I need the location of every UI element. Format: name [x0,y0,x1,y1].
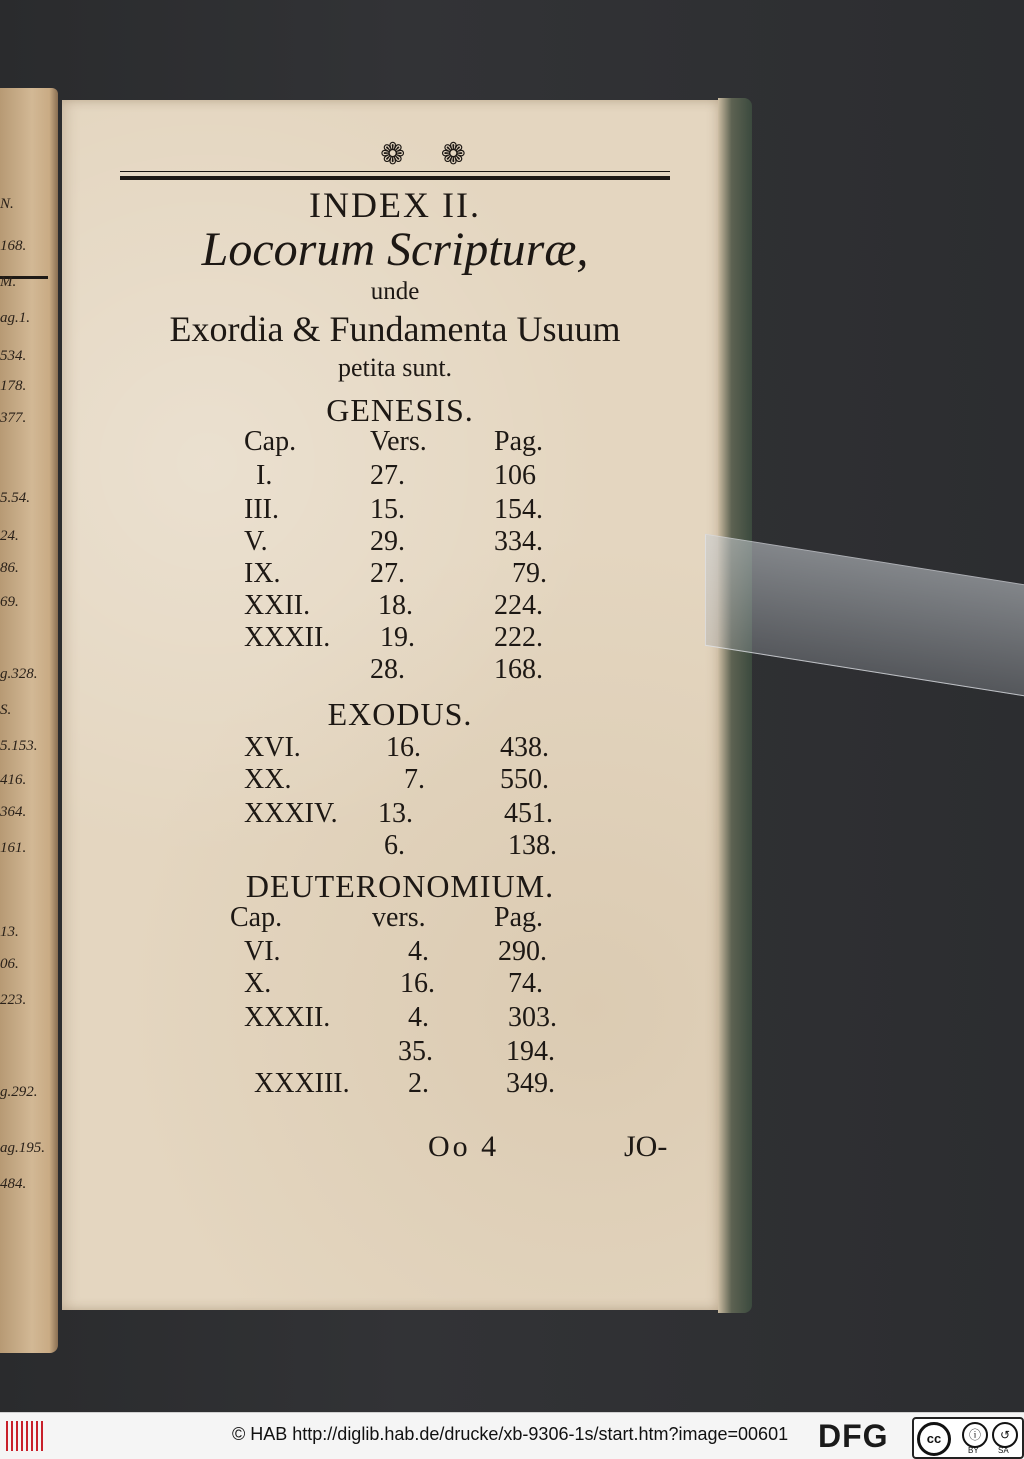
genesis-row-6-pag: 222. [494,622,543,653]
share-alike-icon: ↺ [992,1422,1018,1448]
deuteronomium-row-3-pag: 303. [508,1002,557,1033]
previous-page-fragment: 484. [0,1176,27,1192]
genesis-row-2-vers: 15. [370,494,405,525]
genesis-row-6-vers: 19. [380,622,415,653]
source-link[interactable]: © HAB http://diglib.hab.de/drucke/xb-9306-1s/start.htm?image=00601 [232,1424,789,1444]
deuteronomium-row-2-pag: 74. [508,968,543,999]
header-rule [120,176,670,180]
deuteronomium-row-1-cap: VI. [244,936,281,967]
previous-page-fragment: 377. [0,410,27,426]
exodus-row-1-cap: XVI. [244,732,301,763]
genesis-row-7-pag: 168. [494,654,543,685]
previous-page-fragment: 69. [0,594,19,610]
genesis-row-5-vers: 18. [378,590,413,621]
deuteronomium-row-5-vers: 2. [408,1068,429,1099]
index-subheading: Locorum Scripturæ, [201,223,589,276]
column-header-pag: Pag. [494,426,543,457]
previous-page-fragment: M. [0,274,17,290]
section-title-exodus: EXODUS. [327,696,473,732]
exodus-row-1-pag: 438. [500,732,549,763]
index-line-exordia: Exordia & Fundamenta Usuum [169,309,621,349]
exodus-row-1-vers: 16. [386,732,421,763]
license-by-label: BY [968,1446,979,1455]
column-header-vers: Vers. [370,426,427,457]
deuteronomium-row-3-cap: XXXII. [244,1002,331,1033]
previous-page-fragment: 86. [0,560,19,576]
cc-license-icon[interactable] [912,1417,1024,1459]
exodus-row-4-pag: 138. [508,830,557,861]
genesis-row-1-vers: 27. [370,460,405,491]
deuteronomium-row-5-pag: 349. [506,1068,555,1099]
deuteronomium-row-1-vers: 4. [408,936,429,967]
deuteronomium-row-2-cap: X. [244,968,272,999]
license-sa-label: SA [998,1446,1009,1455]
exodus-row-2-cap: XX. [244,764,292,795]
attribution-icon: ⓘ [962,1422,988,1448]
previous-page-fragment: N. [0,196,14,212]
genesis-row-4-vers: 27. [370,558,405,589]
previous-page-fragment: ag.195. [0,1140,45,1156]
previous-page-fragment: ag.1. [0,310,30,326]
column-header-cap: Cap. [244,426,297,457]
genesis-row-3-pag: 334. [494,526,543,557]
genesis-row-4-pag: 79. [512,558,547,589]
previous-page-fragment: 161. [0,840,27,856]
signature-mark: Oo 4 [428,1130,500,1163]
genesis-row-2-cap: III. [244,494,279,525]
genesis-row-5-pag: 224. [494,590,543,621]
genesis-row-3-vers: 29. [370,526,405,557]
previous-page-fragment: 24. [0,528,19,544]
column-header-pag: Pag. [494,902,543,933]
previous-page-fragment: 364. [0,804,27,820]
exodus-row-2-vers: 7. [404,764,425,795]
column-header-vers: vers. [372,902,426,933]
deuteronomium-row-2-vers: 16. [400,968,435,999]
genesis-row-4-cap: IX. [244,558,281,589]
genesis-row-3-cap: V. [244,526,268,557]
deuteronomium-row-4-vers: 35. [398,1036,433,1067]
dfg-logo: DFG [818,1418,889,1454]
index-line-petita: petita sunt. [337,353,453,382]
header-rule-thin [120,171,670,172]
previous-page-fragment: 06. [0,956,19,972]
previous-page-fragment: 168. [0,238,27,254]
cc-logo: cc [917,1422,951,1456]
genesis-row-1-cap: I. [256,460,273,491]
previous-page-fragment: g.292. [0,1084,38,1100]
section-title-deuteronomium: DEUTERONOMIUM. [245,868,555,904]
genesis-row-7-vers: 28. [370,654,405,685]
catchword: JO- [624,1130,668,1163]
exodus-row-3-cap: XXXIV. [244,798,338,829]
previous-page-fragment: S. [0,702,12,718]
index-heading: INDEX II. [309,185,481,225]
exodus-row-3-pag: 451. [504,798,553,829]
column-header-cap: Cap. [230,902,283,933]
exodus-row-4-vers: 6. [384,830,405,861]
footer-banner [0,1412,1024,1459]
genesis-row-2-pag: 154. [494,494,543,525]
genesis-row-5-cap: XXII. [244,590,311,621]
deuteronomium-row-1-pag: 290. [498,936,547,967]
genesis-row-6-cap: XXXII. [244,622,331,653]
deuteronomium-row-5-cap: XXXIII. [254,1068,350,1099]
exodus-row-3-vers: 13. [378,798,413,829]
previous-page-fragment: 223. [0,992,27,1008]
exodus-row-2-pag: 550. [500,764,549,795]
previous-page-fragment: 5.153. [0,738,38,754]
previous-page-fragment: 5.54. [0,490,30,506]
previous-page-fragment: 178. [0,378,27,394]
section-title-genesis: GENESIS. [326,392,474,428]
genesis-row-1-pag: 106 [494,460,536,491]
deuteronomium-row-4-pag: 194. [506,1036,555,1067]
previous-page-fragment: g.328. [0,666,38,682]
ornament-icons: ❁ ❁ [380,138,480,171]
previous-page-fragment: 416. [0,772,27,788]
index-line-unde: unde [370,278,420,305]
previous-page-fragment: 534. [0,348,27,364]
previous-page-fragment: 13. [0,924,19,940]
deuteronomium-row-3-vers: 4. [408,1002,429,1033]
library-barcode-icon [6,1421,46,1451]
